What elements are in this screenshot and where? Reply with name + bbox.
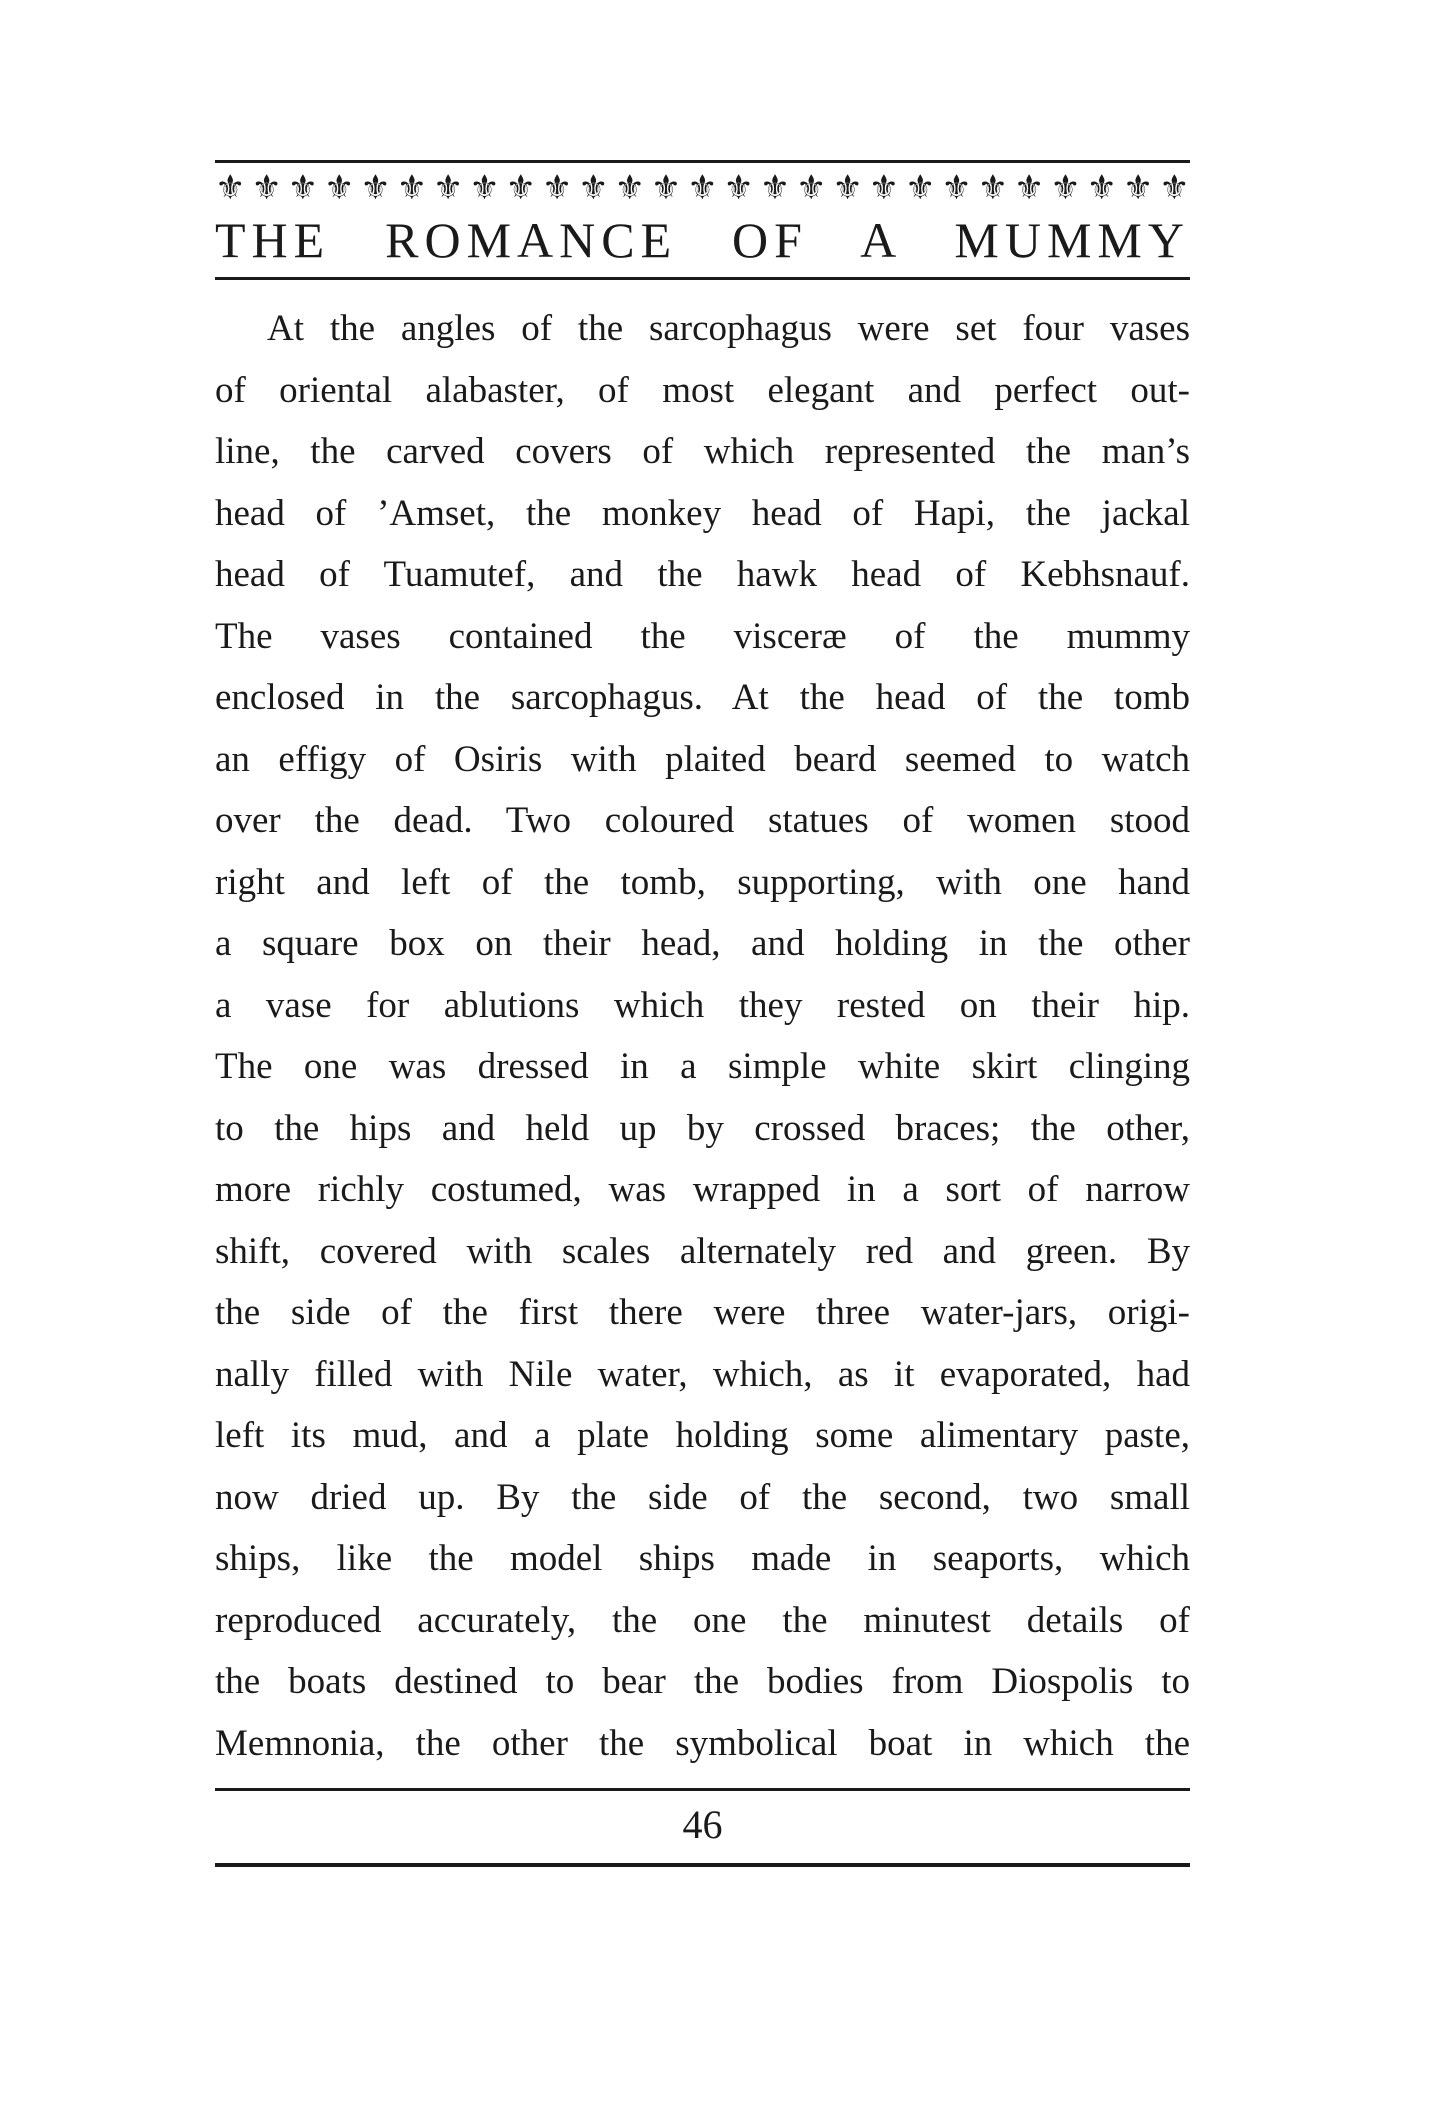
fleur-de-lis-icon: ⚜: [1013, 170, 1045, 207]
bottom-rule: [215, 1863, 1190, 1867]
text-line: right and left of the tomb, supporting, with one hand: [215, 861, 1190, 903]
text-line: the side of the first there were three water-jars, origi-: [215, 1292, 1190, 1333]
fleur-de-lis-icon: ⚜: [578, 170, 609, 207]
book-page: [215, 160, 1190, 1867]
text-line: reproduced accurately, the one the minutest details of: [215, 1599, 1190, 1641]
text-line: now dried up. By the side of the second, two small: [215, 1476, 1190, 1518]
fleur-de-lis-icon: ⚜: [687, 170, 718, 207]
text-line: The vases contained the visceræ of the mummy: [215, 615, 1190, 657]
page-number: 46: [682, 1802, 723, 1847]
foot-rule: [215, 1788, 1190, 1791]
text-line: over the dead. Two coloured statues of women stood: [215, 800, 1190, 841]
fleur-de-lis-icon: ⚜: [287, 170, 319, 207]
text-line: ships, like the model ships made in seaports, which: [215, 1538, 1190, 1579]
fleur-de-lis-icon: ⚜: [323, 170, 355, 207]
text-line: of oriental alabaster, of most elegant and perfect out-: [215, 369, 1190, 411]
text-line: enclosed in the sarcophagus. At the head of the tomb: [215, 677, 1190, 718]
text-line: head of Tuamutef, and the hawk head of Kebhsnauf.: [215, 554, 1190, 595]
fleur-de-lis-icon: ⚜: [977, 170, 1009, 207]
fleur-de-lis-icon: ⚜: [251, 170, 282, 207]
text-line: shift, covered with scales alternately red and green. By: [215, 1230, 1190, 1272]
text-line: head of ’Amset, the monkey head of Hapi, the jackal: [215, 492, 1190, 534]
fleur-de-lis-icon: ⚜: [432, 170, 464, 207]
fleur-de-lis-icon: ⚜: [1122, 170, 1154, 207]
text-line: left its mud, and a plate holding some alimentary paste,: [215, 1415, 1190, 1456]
fleur-de-lis-icon: ⚜: [759, 170, 791, 207]
text-line: the boats destined to bear the bodies from Diospolis to: [215, 1661, 1190, 1702]
fleur-de-lis-icon: ⚜: [396, 170, 428, 207]
fleur-de-lis-icon: ⚜: [1086, 170, 1117, 207]
fleur-de-lis-icon: ⚜: [215, 170, 246, 207]
text-line: The one was dressed in a simple white skirt clinging: [215, 1046, 1190, 1087]
text-line: At the angles of the sarcophagus were set four vases: [267, 308, 1190, 349]
body-text: [215, 298, 1190, 1774]
fleur-de-lis-icon: ⚜: [904, 170, 936, 207]
text-line: a vase for ablutions which they rested on their hip.: [215, 984, 1190, 1026]
text-line: nally filled with Nile water, which, as it evaporated, had: [215, 1353, 1190, 1395]
fleur-de-lis-icon: ⚜: [832, 170, 863, 207]
fleur-de-lis-icon: ⚜: [541, 170, 573, 207]
fleur-de-lis-icon: ⚜: [941, 170, 972, 207]
fleur-de-lis-icon: ⚜: [614, 170, 645, 207]
text-line: line, the carved covers of which represented the man’s: [215, 431, 1190, 472]
fleur-de-lis-icon: ⚜: [868, 170, 900, 207]
text-line: a square box on their head, and holding in the other: [215, 923, 1190, 964]
text-line: an effigy of Osiris with plaited beard seemed to watch: [215, 738, 1190, 780]
fleur-de-lis-icon: ⚜: [796, 170, 827, 207]
fleur-de-lis-ornament-band: [215, 169, 1190, 209]
running-head: THE ROMANCE OF A MUMMY: [215, 212, 1190, 268]
head-rule: [215, 277, 1190, 280]
fleur-de-lis-icon: ⚜: [1159, 170, 1190, 207]
text-line: to the hips and held up by crossed braces; the other,: [215, 1107, 1190, 1149]
fleur-de-lis-icon: ⚜: [650, 170, 682, 207]
fleur-de-lis-icon: ⚜: [469, 170, 500, 207]
text-line: more richly costumed, was wrapped in a sort of narrow: [215, 1169, 1190, 1210]
fleur-de-lis-icon: ⚜: [505, 170, 536, 207]
fleur-de-lis-icon: ⚜: [1050, 170, 1081, 207]
fleur-de-lis-icon: ⚜: [723, 170, 754, 207]
fleur-de-lis-icon: ⚜: [360, 170, 391, 207]
top-rule: [215, 160, 1190, 163]
text-line: Memnonia, the other the symbolical boat in which the: [215, 1722, 1190, 1764]
